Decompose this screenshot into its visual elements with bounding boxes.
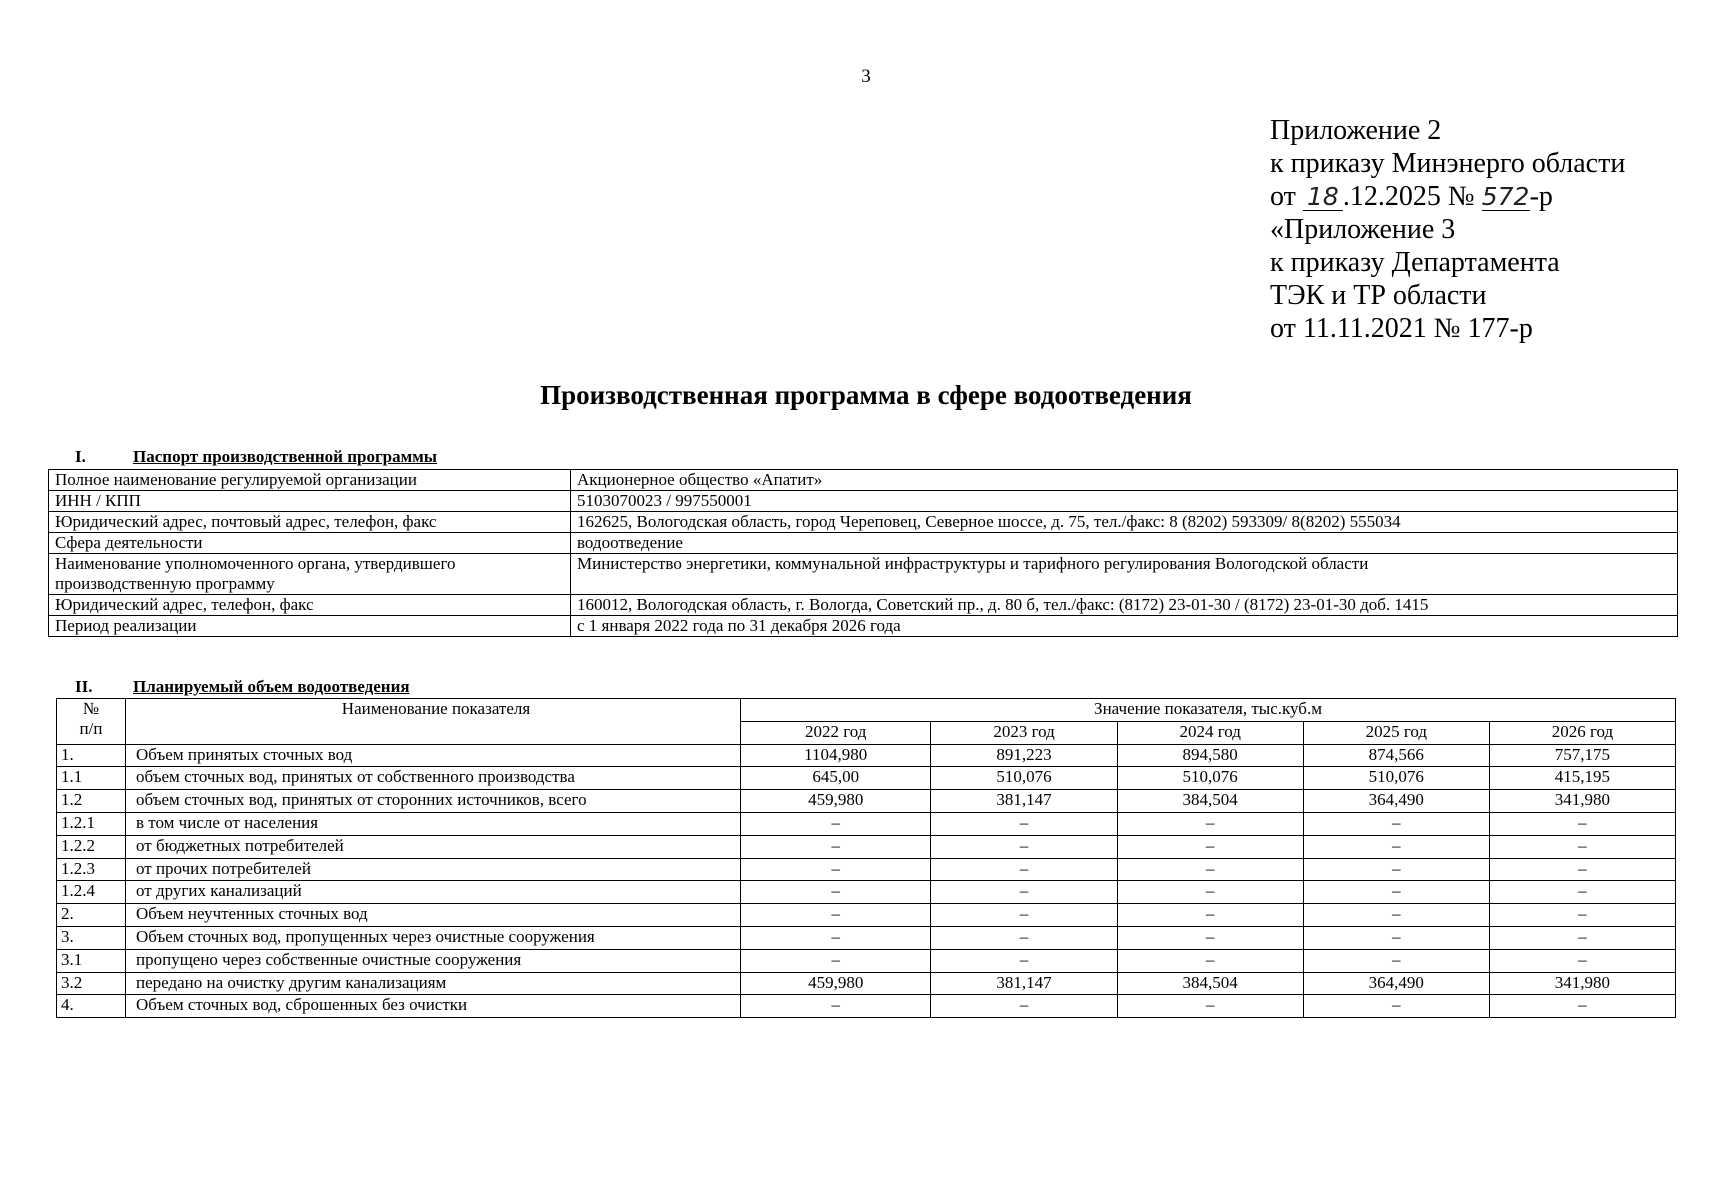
row-value: 415,195 xyxy=(1489,767,1675,790)
row-number: 3.2 xyxy=(57,972,126,995)
row-value: – xyxy=(1303,926,1489,949)
appendix-block xyxy=(1270,114,1625,345)
row-number: 1.2.1 xyxy=(57,812,126,835)
row-value: 1104,980 xyxy=(741,744,931,767)
table-row xyxy=(57,972,1676,995)
row-value: – xyxy=(1117,904,1303,927)
section-title: Паспорт производственной программы xyxy=(133,447,438,466)
row-name: в том числе от населения xyxy=(126,812,741,835)
table-row xyxy=(57,812,1676,835)
row-value: – xyxy=(1489,995,1675,1018)
row-number: 1.2 xyxy=(57,790,126,813)
passport-row xyxy=(49,595,1678,616)
table-row xyxy=(57,835,1676,858)
appendix-line: от 11.11.2021 № 177-р xyxy=(1270,313,1533,344)
row-value: – xyxy=(741,926,931,949)
passport-table xyxy=(48,469,1678,637)
passport-value: с 1 января 2022 года по 31 декабря 2026 года xyxy=(571,616,1678,637)
row-value: – xyxy=(1303,904,1489,927)
row-value: – xyxy=(1117,835,1303,858)
row-value: – xyxy=(1117,812,1303,835)
passport-label: Полное наименование регулируемой организации xyxy=(49,470,571,491)
row-value: – xyxy=(1489,949,1675,972)
row-value: – xyxy=(741,812,931,835)
row-number: 1.2.3 xyxy=(57,858,126,881)
row-value: – xyxy=(1303,995,1489,1018)
table-row xyxy=(57,926,1676,949)
row-value: – xyxy=(931,812,1117,835)
row-number: 3. xyxy=(57,926,126,949)
document-title: Производственная программа в сфере водоотведения xyxy=(540,380,1192,410)
row-number: 1.2.2 xyxy=(57,835,126,858)
row-value: 341,980 xyxy=(1489,972,1675,995)
column-header-year: 2023 год xyxy=(931,721,1117,744)
row-name: объем сточных вод, принятых от собственного производства xyxy=(126,767,741,790)
passport-row xyxy=(49,512,1678,533)
section-title: Планируемый объем водоотведения xyxy=(133,677,410,696)
passport-label: Наименование уполномоченного органа, утвердившего производственную программу xyxy=(49,554,571,595)
row-value: – xyxy=(741,904,931,927)
passport-value: Министерство энергетики, коммунальной инфраструктуры и тарифного регулирования Вологодской области xyxy=(571,554,1678,595)
row-value: – xyxy=(1117,926,1303,949)
row-value: – xyxy=(1489,926,1675,949)
passport-label: ИНН / КПП xyxy=(49,491,571,512)
handwritten-order-number: 572 xyxy=(1481,182,1530,211)
row-number: 1. xyxy=(57,744,126,767)
row-name: объем сточных вод, принятых от сторонних источников, всего xyxy=(126,790,741,813)
row-value: – xyxy=(931,949,1117,972)
row-value: – xyxy=(741,835,931,858)
passport-label: Юридический адрес, почтовый адрес, телефон, факс xyxy=(49,512,571,533)
row-value: – xyxy=(1489,904,1675,927)
passport-row xyxy=(49,491,1678,512)
appendix-line: «Приложение 3 xyxy=(1270,214,1456,245)
row-value: – xyxy=(931,858,1117,881)
appendix-date-line xyxy=(1270,180,1625,213)
appendix-date-prefix: от xyxy=(1270,181,1296,212)
row-value: 757,175 xyxy=(1489,744,1675,767)
section-number: II. xyxy=(75,677,93,696)
row-value: 891,223 xyxy=(931,744,1117,767)
table-row xyxy=(57,790,1676,813)
row-value: 874,566 xyxy=(1303,744,1489,767)
row-value: 384,504 xyxy=(1117,972,1303,995)
row-value: – xyxy=(1303,835,1489,858)
row-value: – xyxy=(741,949,931,972)
row-number: 3.1 xyxy=(57,949,126,972)
table-row xyxy=(57,949,1676,972)
appendix-line: Приложение 2 xyxy=(1270,115,1442,146)
row-value: – xyxy=(1303,812,1489,835)
row-number: 2. xyxy=(57,904,126,927)
row-name: Объем сточных вод, сброшенных без очистки xyxy=(126,995,741,1018)
row-value: 645,00 xyxy=(741,767,931,790)
appendix-date-suffix: -р xyxy=(1529,181,1553,212)
row-value: 364,490 xyxy=(1303,972,1489,995)
appendix-line: ТЭК и ТР области xyxy=(1270,280,1487,311)
row-value: 364,490 xyxy=(1303,790,1489,813)
row-value: – xyxy=(931,904,1117,927)
row-value: – xyxy=(1489,812,1675,835)
passport-label: Юридический адрес, телефон, факс xyxy=(49,595,571,616)
passport-row xyxy=(49,616,1678,637)
table-row xyxy=(57,744,1676,767)
row-value: 510,076 xyxy=(1303,767,1489,790)
row-value: – xyxy=(1117,858,1303,881)
row-name: от прочих потребителей xyxy=(126,858,741,881)
column-header-number: № п/п xyxy=(57,699,126,745)
row-name: Объем неучтенных сточных вод xyxy=(126,904,741,927)
volume-table xyxy=(56,698,1676,1018)
row-number: 4. xyxy=(57,995,126,1018)
passport-value: Акционерное общество «Апатит» xyxy=(571,470,1678,491)
appendix-date-middle: .12.2025 № xyxy=(1342,181,1475,212)
row-value: 459,980 xyxy=(741,790,931,813)
row-name: передано на очистку другим канализациям xyxy=(126,972,741,995)
column-header-year: 2024 год xyxy=(1117,721,1303,744)
row-value: – xyxy=(931,926,1117,949)
row-value: – xyxy=(741,858,931,881)
row-value: – xyxy=(1489,881,1675,904)
row-value: – xyxy=(1117,881,1303,904)
passport-row xyxy=(49,554,1678,595)
passport-label: Период реализации xyxy=(49,616,571,637)
row-value: 510,076 xyxy=(931,767,1117,790)
row-value: – xyxy=(1117,949,1303,972)
row-name: Объем принятых сточных вод xyxy=(126,744,741,767)
handwritten-day: 18 xyxy=(1303,184,1343,211)
passport-value: 160012, Вологодская область, г. Вологда, Советский пр., д. 80 б, тел./факс: (8172) 23-01-30 / (8172) 23-01-30 доб. 1415 xyxy=(571,595,1678,616)
row-value: – xyxy=(1303,858,1489,881)
page-number: 3 xyxy=(861,66,871,87)
column-header-year: 2025 год xyxy=(1303,721,1489,744)
row-value: – xyxy=(931,995,1117,1018)
column-header-name: Наименование показателя xyxy=(126,699,741,745)
table-row xyxy=(57,767,1676,790)
row-name: от бюджетных потребителей xyxy=(126,835,741,858)
row-value: – xyxy=(1303,881,1489,904)
passport-value: водоотведение xyxy=(571,533,1678,554)
table-row xyxy=(57,904,1676,927)
row-name: от других канализаций xyxy=(126,881,741,904)
column-header-value-group: Значение показателя, тыс.куб.м xyxy=(741,699,1676,722)
row-name: Объем сточных вод, пропущенных через очистные сооружения xyxy=(126,926,741,949)
table-row xyxy=(57,858,1676,881)
row-value: 894,580 xyxy=(1117,744,1303,767)
row-value: – xyxy=(1489,858,1675,881)
row-value: – xyxy=(741,995,931,1018)
section-number: I. xyxy=(75,447,86,466)
section-heading-volume xyxy=(75,677,410,697)
passport-value: 5103070023 / 997550001 xyxy=(571,491,1678,512)
column-header-year: 2026 год xyxy=(1489,721,1675,744)
row-number: 1.1 xyxy=(57,767,126,790)
row-value: 384,504 xyxy=(1117,790,1303,813)
passport-label: Сфера деятельности xyxy=(49,533,571,554)
appendix-line: к приказу Минэнерго области xyxy=(1270,148,1626,179)
row-value: – xyxy=(931,835,1117,858)
row-value: – xyxy=(1117,995,1303,1018)
row-value: – xyxy=(931,881,1117,904)
row-value: – xyxy=(741,881,931,904)
row-value: 341,980 xyxy=(1489,790,1675,813)
row-name: пропущено через собственные очистные сооружения xyxy=(126,949,741,972)
row-value: 510,076 xyxy=(1117,767,1303,790)
row-value: 381,147 xyxy=(931,790,1117,813)
row-number: 1.2.4 xyxy=(57,881,126,904)
table-row xyxy=(57,881,1676,904)
passport-row xyxy=(49,533,1678,554)
passport-value: 162625, Вологодская область, город Череповец, Северное шоссе, д. 75, тел./факс: 8 (8202) 593309/ 8(8202) 555034 xyxy=(571,512,1678,533)
appendix-line: к приказу Департамента xyxy=(1270,247,1560,278)
passport-row xyxy=(49,470,1678,491)
section-heading-passport xyxy=(75,447,437,467)
row-value: 381,147 xyxy=(931,972,1117,995)
row-value: – xyxy=(1489,835,1675,858)
column-header-year: 2022 год xyxy=(741,721,931,744)
row-value: 459,980 xyxy=(741,972,931,995)
table-row xyxy=(57,995,1676,1018)
row-value: – xyxy=(1303,949,1489,972)
